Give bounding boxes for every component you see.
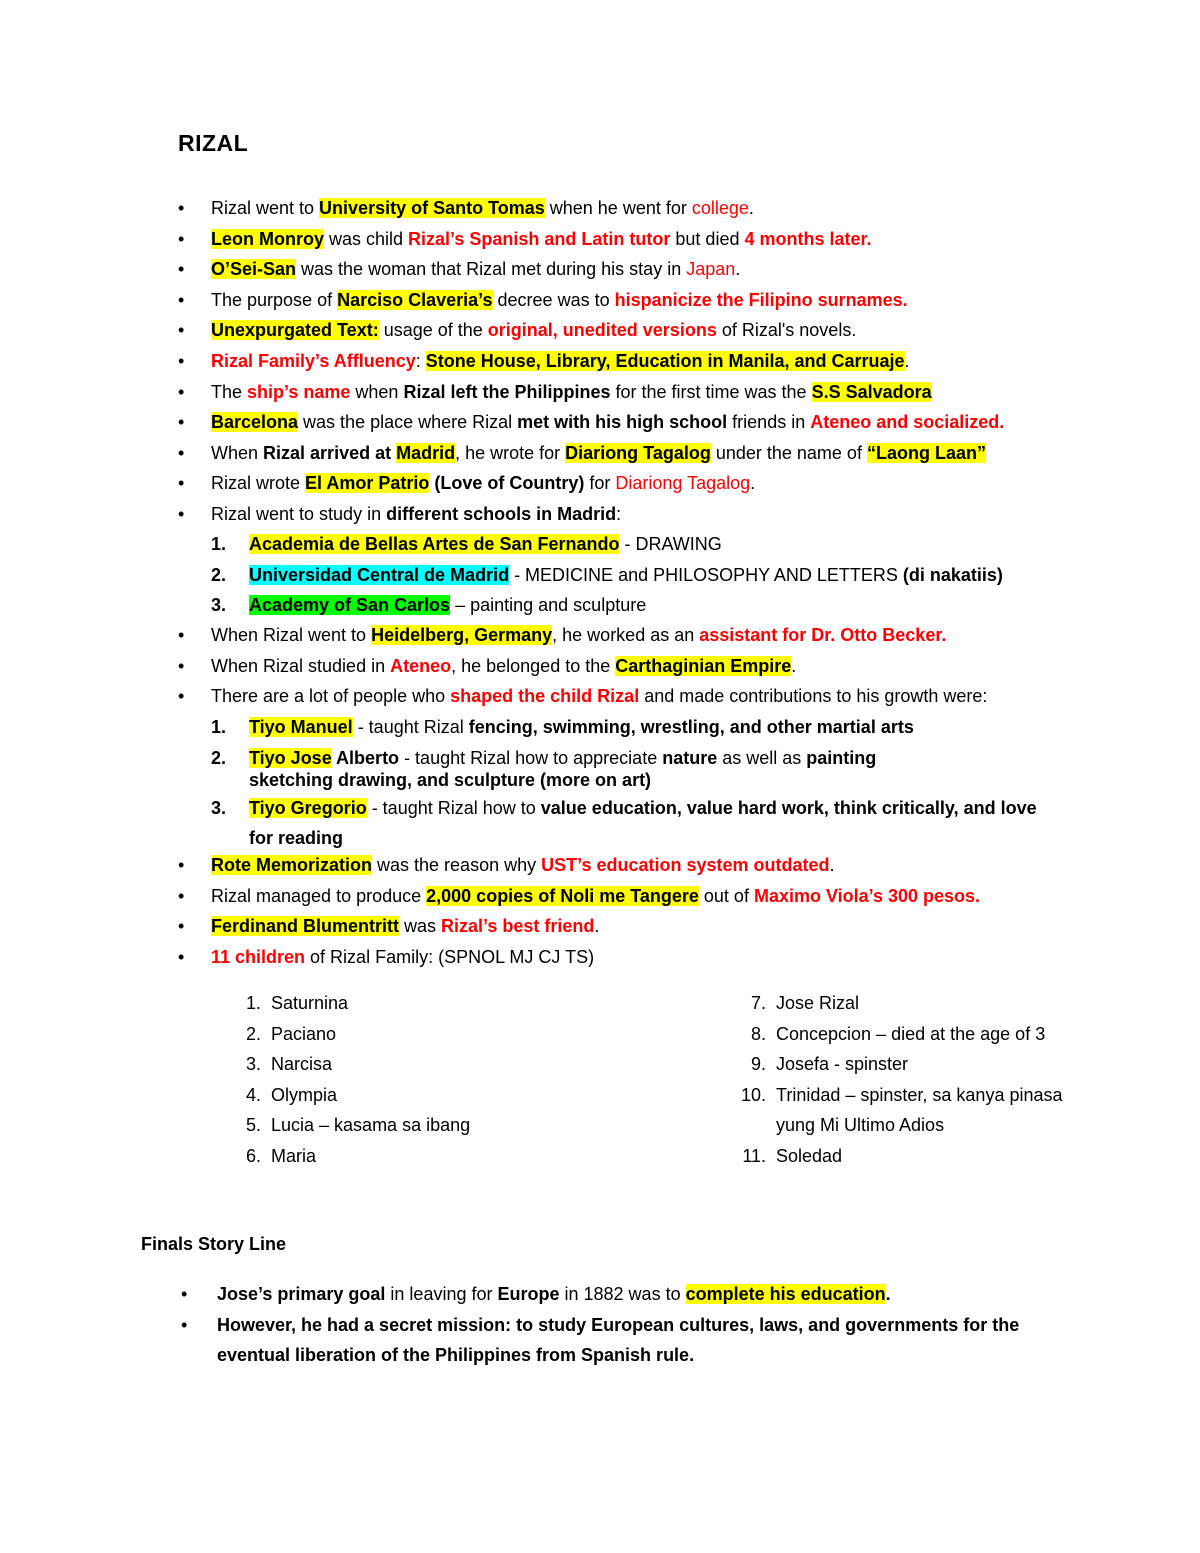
text-run: (di nakatiis) [902, 564, 1003, 585]
text-run: Stone House, Library, Education in Manila, and Carruaje [425, 350, 905, 371]
text-run: When [211, 442, 264, 463]
text-run: Tiyo Manuel [249, 717, 353, 737]
text-run: original, unedited versions [487, 320, 717, 341]
list-item [181, 1279, 1061, 1310]
list-item [178, 499, 1098, 530]
school-item: 2. Universidad Central de Madrid - MEDICINE and PHILOSOPHY AND LETTERS (di nakatiis) [211, 564, 1003, 585]
text-run: Heidelberg, Germany [371, 625, 553, 645]
text-run: Narciso Claveria’s [337, 289, 493, 310]
text-run: usage of the [378, 320, 488, 341]
text-run: UST’s education system outdated [541, 855, 830, 875]
text-run: . [735, 259, 741, 280]
text-run: 2,000 copies of Noli me Tangere [426, 885, 699, 906]
text-run: value education, value hard work, think critically, and love for reading [249, 797, 1037, 849]
list-item [178, 346, 1098, 377]
list-item [178, 651, 1098, 682]
person-item: 1. Tiyo Manuel - taught Rizal fencing, swimming, wrestling, and other martial arts [211, 717, 914, 737]
text-run: Academia de Bellas Artes de San Fernando [249, 534, 620, 554]
school-item: 1. Academia de Bellas Artes de San Fernando - DRAWING [211, 534, 722, 554]
text-run: but died [670, 228, 745, 249]
list-item [178, 438, 1098, 469]
text-run: nature [662, 747, 718, 768]
finals-title: Finals Story Line [141, 1234, 287, 1254]
text-run: friends in [727, 412, 811, 433]
list-item [178, 911, 1098, 942]
text-run: When Rizal went to [211, 625, 372, 645]
text-run: Europe [497, 1284, 560, 1304]
text-run: out of [698, 885, 754, 906]
text-run: - MEDICINE and PHILOSOPHY AND LETTERS [509, 564, 903, 585]
document-title: RIZAL [178, 130, 249, 156]
text-run: . [885, 1284, 891, 1304]
text-run: - taught Rizal how to appreciate [399, 747, 663, 768]
text-run: was the reason why [372, 855, 542, 875]
child-item: 8. Concepcion – died at the age of 3 [750, 1023, 1046, 1044]
text-run: met with his high school [517, 412, 728, 433]
text-run: complete his education [685, 1284, 886, 1304]
text-run: (Love of Country) [429, 473, 585, 494]
text-run: Rizal’s best friend [441, 916, 595, 937]
list-item [178, 377, 1098, 408]
text-run: and made contributions to his growth were: [639, 686, 988, 707]
text-run: – painting and sculpture [450, 595, 647, 616]
text-run: 4 months later. [744, 228, 872, 249]
text-run: . [750, 473, 756, 494]
child-item: 2. Paciano [245, 1023, 337, 1044]
text-run: for [584, 473, 616, 494]
text-run: assistant for Dr. Otto Becker. [699, 625, 947, 645]
list-item [178, 620, 1098, 651]
list-item [178, 193, 1098, 224]
text-run: Rote Memorization [211, 855, 373, 875]
text-run: S.S Salvadora [811, 381, 932, 402]
text-run: was the woman that Rizal met during his stay in [296, 259, 687, 280]
text-run: Rizal Family’s Affluency [211, 350, 416, 371]
children-list-right [728, 988, 1078, 1172]
list-item [178, 681, 1098, 712]
list-item [178, 881, 1098, 912]
rizal-notes-list-2 [178, 620, 1098, 712]
text-run: college [691, 198, 749, 218]
text-run: Japan [686, 259, 736, 280]
text-run: , he worked as an [552, 625, 700, 645]
text-run: of Rizal Family: (SPNOL MJ CJ TS) [305, 946, 595, 967]
text-run: 11 children [211, 946, 306, 967]
text-run: when he went for [544, 198, 692, 218]
text-run: : [415, 350, 426, 371]
text-run: Rizal arrived at [263, 442, 397, 463]
text-run: in leaving for [385, 1284, 498, 1304]
child-item: 4. Olympia [245, 1084, 338, 1105]
text-run: Maximo Viola’s 300 pesos. [753, 885, 981, 906]
text-run: . [791, 655, 797, 676]
text-run: Leon Monroy [211, 228, 324, 249]
text-run: Ferdinand Blumentritt [211, 916, 399, 937]
text-run: for the first time was the [610, 381, 812, 402]
list-item [178, 285, 1098, 316]
text-run: . [748, 198, 754, 218]
text-run: Tiyo Jose [249, 747, 332, 768]
text-run: painting sketching drawing, and sculpture (more on art) [249, 747, 877, 790]
school-item: 3. Academy of San Carlos – painting and sculpture [211, 595, 647, 616]
finals-list [181, 1279, 1061, 1371]
text-run: Tiyo Gregorio [249, 797, 367, 818]
text-run: . [904, 350, 910, 371]
text-run: Unexpurgated Text: [211, 320, 379, 341]
rizal-notes-list-3 [178, 850, 1098, 972]
text-run: different schools in Madrid [386, 503, 617, 524]
text-run: shaped the child Rizal [450, 686, 640, 707]
child-item: 6. Maria [245, 1145, 317, 1166]
list-item [178, 407, 1098, 438]
child-item: 11. Soledad [742, 1145, 843, 1166]
text-run: Rizal left the Philippines [403, 381, 611, 402]
text-run: , he belonged to the [451, 655, 616, 676]
child-item: 3. Narcisa [245, 1054, 333, 1075]
text-run: Ateneo and socialized. [810, 412, 1005, 433]
text-run: was [399, 916, 442, 937]
text-run: Universidad Central de Madrid [249, 564, 510, 585]
text-run: University of Santo Tomas [319, 198, 545, 218]
text-run: Carthaginian Empire [615, 655, 792, 676]
text-run: - DRAWING [619, 534, 722, 554]
list-item [178, 254, 1098, 285]
text-run: . [594, 916, 600, 937]
child-item: 1. Saturnina [245, 993, 349, 1013]
text-run: when [350, 381, 404, 402]
text-run: , he wrote for [455, 442, 566, 463]
text-run: : [616, 503, 622, 524]
text-run: was the place where Rizal [298, 412, 518, 433]
text-run: under the name of [710, 442, 867, 463]
rizal-notes-list [178, 193, 1098, 530]
text-run: Alberto [331, 747, 400, 768]
text-run: Rizal managed to produce [211, 885, 427, 906]
text-run: Barcelona [211, 412, 299, 433]
list-item [181, 1310, 1061, 1371]
text-run: as well as [717, 747, 807, 768]
people-list [178, 712, 1068, 854]
text-run: decree was to [492, 289, 615, 310]
text-run: “Laong Laan” [866, 442, 986, 463]
text-run: El Amor Patrio [305, 473, 430, 494]
text-run: When Rizal studied in [211, 655, 391, 676]
list-item [178, 942, 1098, 973]
text-run: in 1882 was to [559, 1284, 686, 1304]
text-run: - taught Rizal [352, 717, 469, 737]
text-run: ship’s name [247, 381, 351, 402]
text-run: Academy of San Carlos [249, 595, 451, 616]
text-run: There are a lot of people who [211, 686, 451, 707]
child-item: 7. Jose Rizal [750, 993, 860, 1013]
text-run: fencing, swimming, wrestling, and other martial arts [468, 717, 914, 737]
text-run: Diariong Tagalog [565, 442, 711, 463]
text-run: - taught Rizal how to [366, 797, 541, 818]
text-run: Ateneo [390, 655, 452, 676]
person-item: 3. Tiyo Gregorio - taught Rizal how to value education, value hard work, think critically, and love for reading [211, 797, 1037, 849]
child-item: 9. Josefa - spinster [750, 1054, 909, 1075]
child-item: 5. Lucia – kasama sa ibang [245, 1115, 471, 1136]
text-run: Diariong Tagalog [615, 473, 751, 494]
text-run: Rizal wrote [211, 473, 306, 494]
text-run: Rizal went to study in [211, 503, 387, 524]
text-run: Madrid [396, 442, 456, 463]
text-run: hispanicize the Filipino surnames. [614, 289, 908, 310]
children-list-left [235, 988, 715, 1172]
person-item: 2. Tiyo Jose Alberto - taught Rizal how to appreciate nature as well as painting sketching drawing, and sculpture (more on art) [211, 747, 877, 790]
text-run: The [211, 381, 248, 402]
text-run: Rizal’s Spanish and Latin tutor [408, 228, 671, 249]
text-run: was child [324, 228, 409, 249]
list-item [178, 315, 1098, 346]
text-run: O’Sei-San [211, 259, 297, 280]
list-item [178, 468, 1098, 499]
child-item: 10. Trinidad – spinster, sa kanya pinasa yung Mi Ultimo Adios [740, 1084, 1063, 1136]
text-run: The purpose of [211, 289, 338, 310]
list-item [178, 224, 1098, 255]
text-run: Rizal went to [211, 198, 320, 218]
text-run: However, he had a secret mission: to study European cultures, laws, and governments for the eventual liberation of the Philippines from Spanish rule. [217, 1314, 1020, 1366]
text-run: of Rizal's novels. [716, 320, 857, 341]
text-run: Jose’s primary goal [217, 1284, 386, 1304]
schools-list [178, 529, 1098, 621]
list-item [178, 850, 1098, 881]
text-run: . [829, 855, 835, 875]
